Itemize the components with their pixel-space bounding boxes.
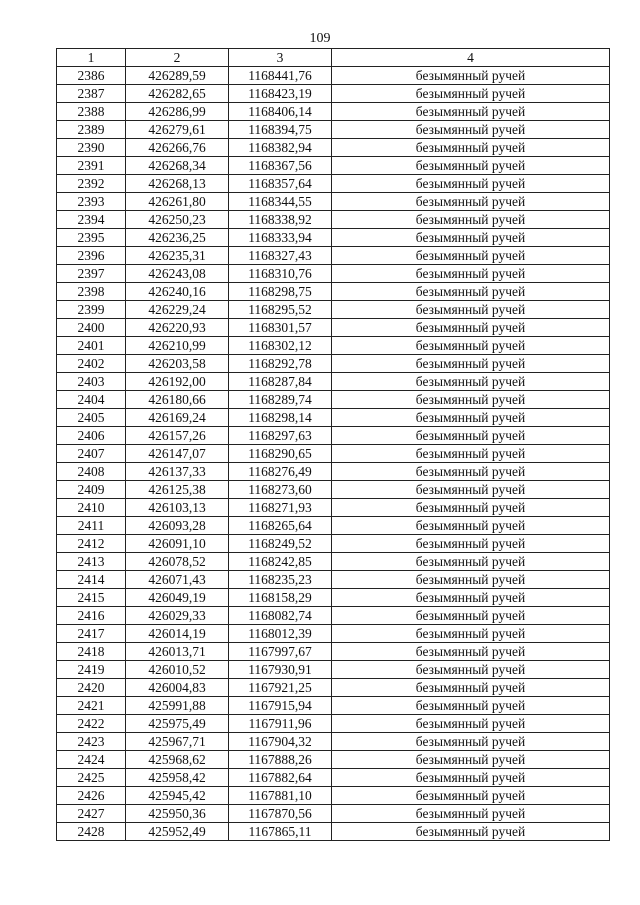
description-cell: безымянный ручей — [332, 391, 610, 409]
table-row — [57, 769, 610, 787]
description-cell: безымянный ручей — [332, 823, 610, 841]
header-row — [57, 49, 610, 67]
point-number-cell: 2427 — [57, 805, 126, 823]
x-coordinate-cell: 426282,65 — [126, 85, 229, 103]
header-col-4: 4 — [332, 49, 610, 67]
description-cell: безымянный ручей — [332, 409, 610, 427]
x-coordinate-cell: 425945,42 — [126, 787, 229, 805]
y-coordinate-cell: 1168298,75 — [229, 283, 332, 301]
description-cell: безымянный ручей — [332, 193, 610, 211]
y-coordinate-cell: 1168082,74 — [229, 607, 332, 625]
coordinates-table — [56, 48, 610, 841]
y-coordinate-cell: 1168338,92 — [229, 211, 332, 229]
point-number-cell: 2393 — [57, 193, 126, 211]
point-number-cell: 2388 — [57, 103, 126, 121]
x-coordinate-cell: 426049,19 — [126, 589, 229, 607]
y-coordinate-cell: 1168249,52 — [229, 535, 332, 553]
y-coordinate-cell: 1168012,39 — [229, 625, 332, 643]
description-cell: безымянный ручей — [332, 697, 610, 715]
table-row — [57, 463, 610, 481]
y-coordinate-cell: 1168265,64 — [229, 517, 332, 535]
table-row — [57, 517, 610, 535]
point-number-cell: 2401 — [57, 337, 126, 355]
x-coordinate-cell: 426203,58 — [126, 355, 229, 373]
x-coordinate-cell: 426192,00 — [126, 373, 229, 391]
x-coordinate-cell: 426210,99 — [126, 337, 229, 355]
description-cell: безымянный ручей — [332, 769, 610, 787]
description-cell: безымянный ручей — [332, 661, 610, 679]
description-cell: безымянный ручей — [332, 247, 610, 265]
description-cell: безымянный ручей — [332, 301, 610, 319]
y-coordinate-cell: 1168158,29 — [229, 589, 332, 607]
description-cell: безымянный ручей — [332, 229, 610, 247]
description-cell: безымянный ручей — [332, 373, 610, 391]
table-row — [57, 823, 610, 841]
table-row — [57, 301, 610, 319]
table-row — [57, 319, 610, 337]
y-coordinate-cell: 1168289,74 — [229, 391, 332, 409]
description-cell: безымянный ручей — [332, 445, 610, 463]
point-number-cell: 2426 — [57, 787, 126, 805]
description-cell: безымянный ручей — [332, 751, 610, 769]
table-row — [57, 67, 610, 85]
y-coordinate-cell: 1168423,19 — [229, 85, 332, 103]
table-row — [57, 553, 610, 571]
description-cell: безымянный ручей — [332, 283, 610, 301]
x-coordinate-cell: 425975,49 — [126, 715, 229, 733]
table-row — [57, 679, 610, 697]
x-coordinate-cell: 426243,08 — [126, 265, 229, 283]
point-number-cell: 2415 — [57, 589, 126, 607]
table-row — [57, 589, 610, 607]
y-coordinate-cell: 1168273,60 — [229, 481, 332, 499]
x-coordinate-cell: 426071,43 — [126, 571, 229, 589]
table-row — [57, 427, 610, 445]
table-row — [57, 805, 610, 823]
table-body — [57, 67, 610, 841]
point-number-cell: 2417 — [57, 625, 126, 643]
y-coordinate-cell: 1167911,96 — [229, 715, 332, 733]
x-coordinate-cell: 426125,38 — [126, 481, 229, 499]
description-cell: безымянный ручей — [332, 715, 610, 733]
description-cell: безымянный ручей — [332, 625, 610, 643]
point-number-cell: 2386 — [57, 67, 126, 85]
table-row — [57, 355, 610, 373]
description-cell: безымянный ручей — [332, 103, 610, 121]
table-row — [57, 751, 610, 769]
point-number-cell: 2424 — [57, 751, 126, 769]
table-row — [57, 157, 610, 175]
point-number-cell: 2421 — [57, 697, 126, 715]
header-col-3: 3 — [229, 49, 332, 67]
y-coordinate-cell: 1168287,84 — [229, 373, 332, 391]
x-coordinate-cell: 426010,52 — [126, 661, 229, 679]
x-coordinate-cell: 426268,34 — [126, 157, 229, 175]
x-coordinate-cell: 425968,62 — [126, 751, 229, 769]
point-number-cell: 2406 — [57, 427, 126, 445]
point-number-cell: 2404 — [57, 391, 126, 409]
description-cell: безымянный ручей — [332, 517, 610, 535]
x-coordinate-cell: 426169,24 — [126, 409, 229, 427]
x-coordinate-cell: 426266,76 — [126, 139, 229, 157]
x-coordinate-cell: 425967,71 — [126, 733, 229, 751]
y-coordinate-cell: 1168292,78 — [229, 355, 332, 373]
table-row — [57, 715, 610, 733]
x-coordinate-cell: 426289,59 — [126, 67, 229, 85]
x-coordinate-cell: 426093,28 — [126, 517, 229, 535]
table-row — [57, 535, 610, 553]
description-cell: безымянный ручей — [332, 211, 610, 229]
y-coordinate-cell: 1168302,12 — [229, 337, 332, 355]
table-row — [57, 481, 610, 499]
point-number-cell: 2407 — [57, 445, 126, 463]
y-coordinate-cell: 1168298,14 — [229, 409, 332, 427]
x-coordinate-cell: 425950,36 — [126, 805, 229, 823]
description-cell: безымянный ручей — [332, 607, 610, 625]
x-coordinate-cell: 426014,19 — [126, 625, 229, 643]
y-coordinate-cell: 1167904,32 — [229, 733, 332, 751]
x-coordinate-cell: 426180,66 — [126, 391, 229, 409]
table-row — [57, 697, 610, 715]
y-coordinate-cell: 1168295,52 — [229, 301, 332, 319]
point-number-cell: 2398 — [57, 283, 126, 301]
description-cell: безымянный ручей — [332, 175, 610, 193]
page-number: 109 — [309, 31, 331, 46]
point-number-cell: 2411 — [57, 517, 126, 535]
table-row — [57, 103, 610, 121]
point-number-cell: 2402 — [57, 355, 126, 373]
description-cell: безымянный ручей — [332, 499, 610, 517]
point-number-cell: 2410 — [57, 499, 126, 517]
x-coordinate-cell: 426103,13 — [126, 499, 229, 517]
point-number-cell: 2420 — [57, 679, 126, 697]
y-coordinate-cell: 1167915,94 — [229, 697, 332, 715]
point-number-cell: 2396 — [57, 247, 126, 265]
point-number-cell: 2389 — [57, 121, 126, 139]
table-row — [57, 607, 610, 625]
point-number-cell: 2413 — [57, 553, 126, 571]
point-number-cell: 2405 — [57, 409, 126, 427]
y-coordinate-cell: 1168301,57 — [229, 319, 332, 337]
table-row — [57, 85, 610, 103]
x-coordinate-cell: 426220,93 — [126, 319, 229, 337]
x-coordinate-cell: 426268,13 — [126, 175, 229, 193]
y-coordinate-cell: 1167888,26 — [229, 751, 332, 769]
point-number-cell: 2390 — [57, 139, 126, 157]
table-row — [57, 175, 610, 193]
table-row — [57, 139, 610, 157]
table-row — [57, 337, 610, 355]
table-row — [57, 409, 610, 427]
point-number-cell: 2400 — [57, 319, 126, 337]
x-coordinate-cell: 426013,71 — [126, 643, 229, 661]
point-number-cell: 2392 — [57, 175, 126, 193]
header-col-1: 1 — [57, 49, 126, 67]
description-cell: безымянный ручей — [332, 427, 610, 445]
table-row — [57, 283, 610, 301]
x-coordinate-cell: 426137,33 — [126, 463, 229, 481]
description-cell: безымянный ручей — [332, 355, 610, 373]
y-coordinate-cell: 1167997,67 — [229, 643, 332, 661]
description-cell: безымянный ручей — [332, 121, 610, 139]
table-row — [57, 211, 610, 229]
point-number-cell: 2399 — [57, 301, 126, 319]
description-cell: безымянный ручей — [332, 679, 610, 697]
x-coordinate-cell: 425952,49 — [126, 823, 229, 841]
y-coordinate-cell: 1168367,56 — [229, 157, 332, 175]
table-row — [57, 661, 610, 679]
x-coordinate-cell: 426279,61 — [126, 121, 229, 139]
table-row — [57, 499, 610, 517]
x-coordinate-cell: 426261,80 — [126, 193, 229, 211]
y-coordinate-cell: 1168271,93 — [229, 499, 332, 517]
y-coordinate-cell: 1168357,64 — [229, 175, 332, 193]
description-cell: безымянный ручей — [332, 805, 610, 823]
y-coordinate-cell: 1168327,43 — [229, 247, 332, 265]
y-coordinate-cell: 1168344,55 — [229, 193, 332, 211]
y-coordinate-cell: 1167882,64 — [229, 769, 332, 787]
point-number-cell: 2419 — [57, 661, 126, 679]
description-cell: безымянный ручей — [332, 157, 610, 175]
table-row — [57, 247, 610, 265]
x-coordinate-cell: 426250,23 — [126, 211, 229, 229]
y-coordinate-cell: 1168441,76 — [229, 67, 332, 85]
x-coordinate-cell: 425958,42 — [126, 769, 229, 787]
description-cell: безымянный ручей — [332, 571, 610, 589]
point-number-cell: 2409 — [57, 481, 126, 499]
point-number-cell: 2425 — [57, 769, 126, 787]
header-col-2: 2 — [126, 49, 229, 67]
point-number-cell: 2397 — [57, 265, 126, 283]
table-row — [57, 193, 610, 211]
description-cell: безымянный ручей — [332, 643, 610, 661]
y-coordinate-cell: 1168333,94 — [229, 229, 332, 247]
y-coordinate-cell: 1168394,75 — [229, 121, 332, 139]
description-cell: безымянный ручей — [332, 787, 610, 805]
point-number-cell: 2414 — [57, 571, 126, 589]
point-number-cell: 2428 — [57, 823, 126, 841]
y-coordinate-cell: 1167870,56 — [229, 805, 332, 823]
table-row — [57, 643, 610, 661]
description-cell: безымянный ручей — [332, 589, 610, 607]
y-coordinate-cell: 1167865,11 — [229, 823, 332, 841]
table-row — [57, 373, 610, 391]
point-number-cell: 2408 — [57, 463, 126, 481]
table-row — [57, 391, 610, 409]
table-row — [57, 445, 610, 463]
description-cell: безымянный ручей — [332, 481, 610, 499]
y-coordinate-cell: 1167921,25 — [229, 679, 332, 697]
y-coordinate-cell: 1168290,65 — [229, 445, 332, 463]
x-coordinate-cell: 426157,26 — [126, 427, 229, 445]
x-coordinate-cell: 426236,25 — [126, 229, 229, 247]
description-cell: безымянный ручей — [332, 319, 610, 337]
description-cell: безымянный ручей — [332, 535, 610, 553]
table-header — [57, 49, 610, 67]
x-coordinate-cell: 426286,99 — [126, 103, 229, 121]
x-coordinate-cell: 426240,16 — [126, 283, 229, 301]
point-number-cell: 2403 — [57, 373, 126, 391]
point-number-cell: 2395 — [57, 229, 126, 247]
table-row — [57, 265, 610, 283]
x-coordinate-cell: 426004,83 — [126, 679, 229, 697]
table-row — [57, 787, 610, 805]
description-cell: безымянный ручей — [332, 337, 610, 355]
point-number-cell: 2412 — [57, 535, 126, 553]
table-row — [57, 571, 610, 589]
point-number-cell: 2391 — [57, 157, 126, 175]
description-cell: безымянный ручей — [332, 85, 610, 103]
table-row — [57, 229, 610, 247]
y-coordinate-cell: 1168406,14 — [229, 103, 332, 121]
x-coordinate-cell: 425991,88 — [126, 697, 229, 715]
y-coordinate-cell: 1168242,85 — [229, 553, 332, 571]
x-coordinate-cell: 426091,10 — [126, 535, 229, 553]
point-number-cell: 2416 — [57, 607, 126, 625]
x-coordinate-cell: 426229,24 — [126, 301, 229, 319]
table-row — [57, 733, 610, 751]
point-number-cell: 2387 — [57, 85, 126, 103]
description-cell: безымянный ручей — [332, 265, 610, 283]
description-cell: безымянный ручей — [332, 139, 610, 157]
y-coordinate-cell: 1168276,49 — [229, 463, 332, 481]
y-coordinate-cell: 1168310,76 — [229, 265, 332, 283]
x-coordinate-cell: 426147,07 — [126, 445, 229, 463]
description-cell: безымянный ручей — [332, 67, 610, 85]
y-coordinate-cell: 1167930,91 — [229, 661, 332, 679]
y-coordinate-cell: 1168382,94 — [229, 139, 332, 157]
y-coordinate-cell: 1167881,10 — [229, 787, 332, 805]
x-coordinate-cell: 426029,33 — [126, 607, 229, 625]
point-number-cell: 2418 — [57, 643, 126, 661]
point-number-cell: 2422 — [57, 715, 126, 733]
point-number-cell: 2423 — [57, 733, 126, 751]
y-coordinate-cell: 1168297,63 — [229, 427, 332, 445]
description-cell: безымянный ручей — [332, 733, 610, 751]
x-coordinate-cell: 426235,31 — [126, 247, 229, 265]
point-number-cell: 2394 — [57, 211, 126, 229]
y-coordinate-cell: 1168235,23 — [229, 571, 332, 589]
description-cell: безымянный ручей — [332, 553, 610, 571]
x-coordinate-cell: 426078,52 — [126, 553, 229, 571]
description-cell: безымянный ручей — [332, 463, 610, 481]
table-row — [57, 121, 610, 139]
table-row — [57, 625, 610, 643]
